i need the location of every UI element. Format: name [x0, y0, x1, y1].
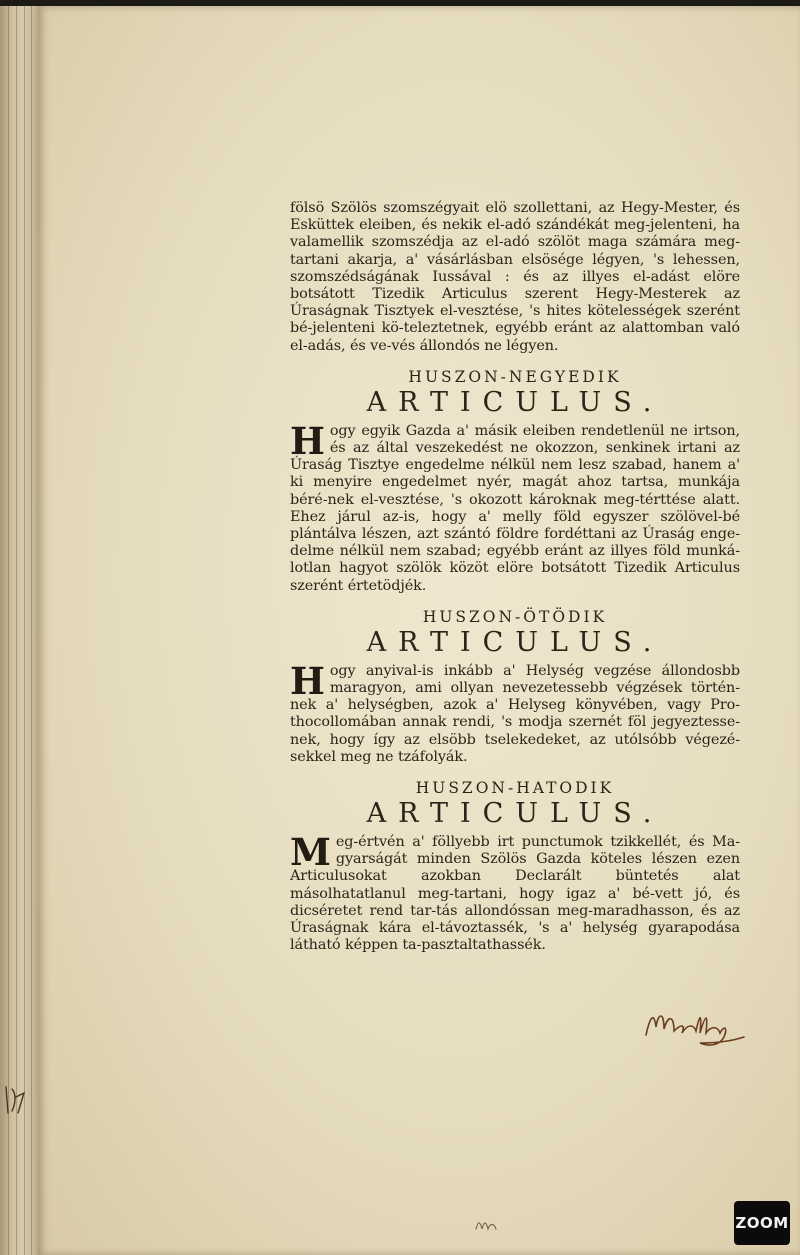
bottom-handwritten-mark	[472, 1213, 502, 1235]
section-25-body	[290, 658, 740, 766]
section-25-subheading: ARTICULUS.	[366, 626, 664, 658]
section-26-dropcap: M	[290, 830, 331, 875]
handwritten-signature	[640, 1003, 750, 1048]
section-24-subheading: ARTICULUS.	[366, 386, 664, 418]
section-24-body	[290, 418, 740, 595]
section-25	[290, 607, 740, 766]
section-25-text: ogy anyival-is inkább a' Helység vegzése állondosbb maragyon, ami ollyan nevezetessebb végzések történ-nek a' helységben, azok a' Helyseg könyvében, vagy Pro-thocollomában annak rendi, 's modja szernét föl jegyeztesse-nek, hogy így az elsöbb tselekedeket, az utólsóbb végezé-sekkel meg ne tzáfolyák.	[290, 662, 740, 765]
document-text-block	[290, 200, 740, 955]
section-24-text: ogy egyik Gazda a' másik eleiben rendetlenül ne irtson, és az által veszekedést ne okozzon, senkinek irtani az Úraság Tisztye engedelme nélkül nem lesz szabad, hanem a' ki menyire engedelmet nyér, magát ahoz tartsa, munkája béré-nek el-vesztése, 's okozott károknak meg-térttése alatt. Ehez járul az-is, hogy a' melly föld egyszer szölövel-bé plántálva lészen, azt szántó földre fordéttani az Úraság enge-delme nélkül nem szabad; egyébb eránt az illyes föld munká-lotlan hagyot szölök közöt elöre botsátott Tizedik Articulus szerént értetödjék.	[290, 422, 740, 594]
page-stack-edges	[0, 6, 42, 1255]
margin-handwritten-mark	[2, 1083, 28, 1119]
zoom-logo-badge: ZOOM	[734, 1201, 790, 1245]
section-26-body	[290, 830, 740, 954]
section-24	[290, 367, 740, 595]
section-26-text: eg-értvén a' föllyebb irt punctumok tzikkellét, és Ma-gyarságát minden Szölös Gazda köteles lészen ezen Articulusokat azokban Declarált büntetés alat másolhatatlanul meg-tartani, hogy igaz a' bé-vett jó, és dicséretet rend tar-tás allondóssan meg-maradhasson, és az Úraságnak kára el-távoztassék, 's a' helység gyarapodása látható képpen ta-pasztaltathassék.	[290, 834, 740, 954]
section-24-heading: HUSZON-NEGYEDIK	[408, 367, 622, 386]
section-25-dropcap: H	[290, 658, 325, 703]
section-25-heading: HUSZON-ÖTÖDIK	[422, 607, 608, 626]
section-26	[290, 778, 740, 954]
paragraph-continuation: fölsö Szölös szomszégyait elö szollettani, az Hegy-Mester, és Esküttek eleiben, és nekik el-adó szándékát meg-jelenteni, ha valamellik szomszédja az el-adó szölöt maga számára meg-tartani akarja, a' vásárlásban elsösége légyen, 's lehessen, szomszédságának Iussával : és az illyes el-adást elöre botsátott Tizedik Articulus szerent Hegy-Mesterek az Úraságnak Tisztyek el-vesztése, 's hites kötelességek szerént bé-jelenteni kö-teleztetnek, egyébb eránt az alattomban való el-adás, és ve-vés állondós ne légyen.	[290, 200, 740, 354]
section-26-heading: HUSZON-HATODIK	[415, 779, 615, 798]
section-26-subheading: ARTICULUS.	[366, 798, 664, 830]
section-24-dropcap: H	[290, 418, 325, 463]
